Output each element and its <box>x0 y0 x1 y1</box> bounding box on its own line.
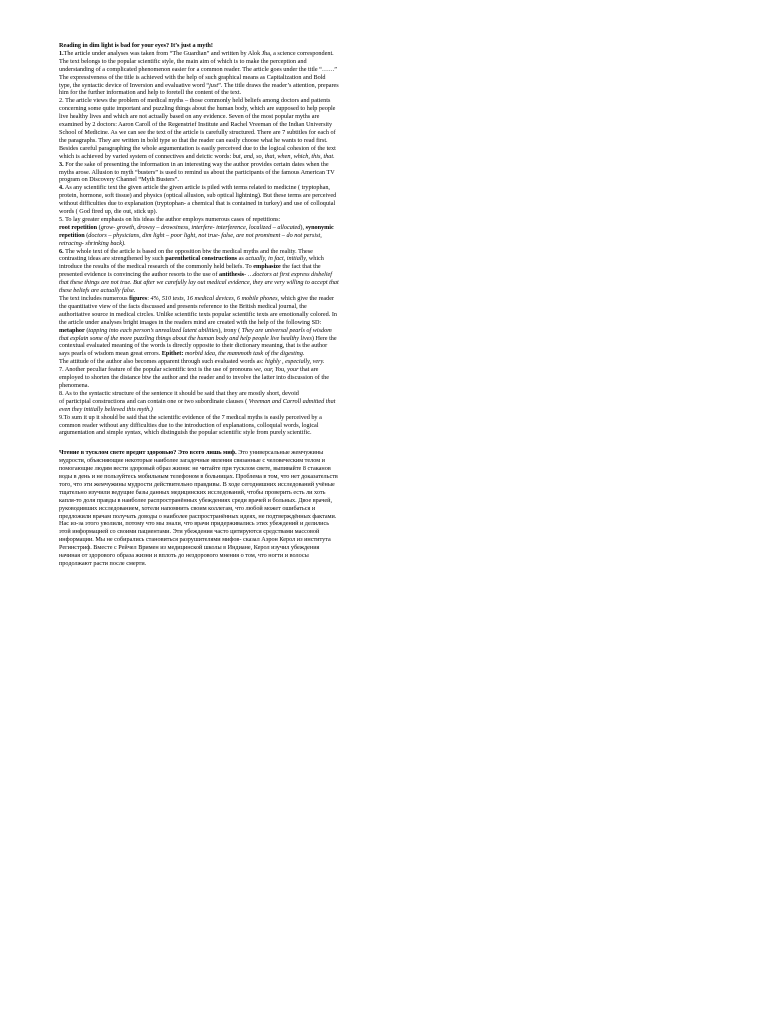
p7-italic-2: tapping into each person’s unrealized latent abilities <box>88 326 219 334</box>
p7-text-a: The text includes numerous <box>59 295 130 302</box>
p5-italic-b: doctors – physicians, dim light – poor light, not true- false, are not prominent – do not persist, retracing- shrinking back). <box>59 231 322 247</box>
paragraph-3 <box>59 161 339 185</box>
figures-term: figures <box>129 295 148 302</box>
en-title <box>59 42 339 50</box>
p6-text-d: - <box>244 271 248 279</box>
paragraph-9 <box>59 366 339 390</box>
p5-open: ( <box>97 223 101 231</box>
p8-italic: highly , especially, very. <box>265 358 325 366</box>
p6-text-c: the fact that the presented evidence is convincing the author resorts to the use of <box>59 263 321 279</box>
p5-text: 5. To lay greater emphasis on his ideas the author employs numerous cases of repetitions: <box>59 215 281 223</box>
p11-text: of participial constructions and can contain one or two subordinate clauses ( <box>59 397 249 405</box>
metaphor-term: metaphor <box>59 326 85 334</box>
p6-text-b: which introduce the results of the medical research of the commonly held beliefs. To <box>59 255 324 271</box>
p1-end: ”. The title draws the reader’s attention, prepares him for the further information and help to foretell the content of the text. <box>59 81 339 97</box>
p7-text-e: ) Here the contextual evaluated meaning of the words is directly opposite to their dictionary meaning, that is the author says pearls of wisdom mean great errors. <box>59 334 337 358</box>
p7-italic-3: They are universal pearls of wisdom that explain some of the more puzzling things about the human body and help people live healthy lives <box>59 326 332 342</box>
p2-text: 2. The article views the problem of medical myths – those commonly held beliefs among doctors and patients concerning some quite important and puzzling things about the human body, which are supposed to help people live healthy lives and which are not actually based on any evidence. Seven of the most popular myths are examined by 2 doctors: Aaron Caroll of the Regenstrief Institute and Rachel Vreeman of the Indian University School of Medicine. As we can see the text of the article is carefully structured. There are 7 subtitles for each of the paragraphs. They are written in bold type so that the reader can easily choose what he wants to read first. Besides careful paragraphing the whole argumentation is easily perceived due to the logical cohesion of the text which is achieved by varied system of connectives and deictic words: <box>59 97 336 160</box>
paragraph-12 <box>59 414 339 438</box>
p5-italic-a: grow- growth, drowsy – drowsiness, interfere- interference, localized – allocated <box>100 223 301 231</box>
p6-italic-2: …doctors at first express disbelief that these things are not true. But after we carefully lay out medical evidence, they are very willing to accept that these beliefs are actually false. <box>59 271 339 295</box>
paragraph-10 <box>59 390 339 398</box>
parenthetical-term: parenthetical constructions <box>165 255 238 263</box>
p7-italic-1: 4%, 510 tests, 16 medical devices, 6 mobile phones, <box>150 295 280 302</box>
paragraph-7 <box>59 295 339 358</box>
p4-number: 4. <box>59 184 64 192</box>
paragraph-11 <box>59 398 339 414</box>
p3-number: 3. <box>59 160 64 168</box>
document-text <box>59 42 339 568</box>
paragraph-8 <box>59 358 339 366</box>
p6-as: as <box>237 255 246 263</box>
section-gap <box>59 437 339 449</box>
p1-number: 1. <box>59 49 64 57</box>
p7-text-b: which give the reader the quantitative view of the facts discussed and presents reference to the British medical journal, the authoritative source in medical circles. Unlike scientific texts popular scientific texts are emotionally colored. In the article under analyses bright images in the readers mind are created with the help of the following SD: <box>59 295 337 326</box>
p6-italic-1: actually, in fact, initially, <box>245 255 308 263</box>
ru-body: Это универсальные жемчужины мудрости, объясняющие некоторые наиболее загадочные явления связанные с человеческим телом и помогающие людям вести здоровый образ жизни: не читайте при тусклом свете, выпивайте 8 стаканов воды в день и не пользуйтесь мобильным телефоном в больницах. Проблема в том, что нет доказательств того, что эти жемчужины мудрости действительно правдивы. В ходе сегодняшних исследований учёные тщательно изучили ведущие базы данных медицинских исследований, чтобы проверить есть ли хоть капля-то доля правды в наиболее распространённых убеждениях среди врачей и больных. Двое врачей, руководивших исследованием, хотели напомнить своим коллегам, что любой может ошибаться и предложили врачам получать доводы о наиболее распространённых идеях, не подтверждённых фактами. Нас из-за этого уволили, потому что мы знали, что врачи придерживались этих убеждений и делились этой информацией со своими пациентами. Эти убеждения часто цитируются средствами массовой информации. Мы не собирались становиться разрушителями мифов- сказал Аэрон Керол из института Регинстриф. Вместе с Рейчел Вримен из медицинской школы в Индиане, Керол изучил убеждения начиная от здорового образа жизни и вплоть до нездорового мнения о том, что ногти и волосы продолжают расти после смерти. <box>59 449 338 567</box>
p7-italic-4: morbid idea, the mammoth task of the digesting. <box>183 350 305 358</box>
paragraph-4 <box>59 184 339 216</box>
p5-mid: ), <box>300 223 306 231</box>
p6-text: The whole text of the article is based on the opposition btw the medical myths and the reality. These contrasting ideas are strengthened by such <box>59 247 313 263</box>
p2-italic: but, and, so, that, when, which, this, that. <box>232 152 335 160</box>
p8-text: The attitude of the author also becomes apparent through such evaluated words as: <box>59 358 266 366</box>
russian-paragraph <box>59 449 339 568</box>
paragraph-2 <box>59 97 339 160</box>
p4-text: As any scientific text the given article the given article is piled with terms related to medicine ( tryptophan, protein, hormone, soft tissue) and physics (optical allusion, sub optical lightning). But these terms are perceived without difficulties due to explanation (tryptophan- a chemical that is contained in turkey) and use of colloquial words ( God fired up, die out, stick up). <box>59 184 337 216</box>
p10-text: 8. As to the syntactic structure of the sentence it should be said that they are mostly short, devoid <box>59 389 299 397</box>
p9-italic: we, our, You, your <box>254 366 299 374</box>
p3-text: For the sake of presenting the information in an interesting way the author provides certain dates when the myths arose. Allusion to myth “busters” is used to remind us about the participants of the famous American TV program on Discovery Channel “Myth Busters”. <box>59 160 335 184</box>
root-repetition: root repetition <box>59 223 98 231</box>
p1-text: The article under analyses was taken from “The Guardian” and written by Alok Jha, a science correspondent. The text belongs to the popular scientific style, the main aim of which is to make the perception and understanding of a complicated phenomenon easier for a common reader. The article goes under the title “……” The expressiveness of the title is achieved with the help of such graphical means as Capitalization and Bold type, the syntactic device of Inversion and evaluative word “ <box>59 49 338 89</box>
p6-number: 6. <box>59 247 64 255</box>
paragraph-6 <box>59 248 339 295</box>
en-title-text: Reading in dim light is bad for your eyes? It’s just a myth! <box>59 42 213 49</box>
p9-text: 7. Another peculiar feature of the popular scientific text is the use of pronouns <box>59 366 255 374</box>
p7-text-c: ( <box>84 326 89 334</box>
epithet-term: Epithet: <box>161 350 184 358</box>
paragraph-1 <box>59 50 339 97</box>
p7-text-d: ), irony ( <box>218 326 242 334</box>
emphasize-term: emphasize <box>253 263 281 271</box>
p1-just: just <box>209 81 219 89</box>
p12-text: 9.To sum it up it should be said that the scientific evidence of the 7 medical myths is easily perceived by a common reader without any difficulties due to the introduction of explanations, colloquial words, logical argumentation and simple syntax, which distinguish the popular scientific style from purely scientific. <box>59 413 322 437</box>
p7-colon: : <box>147 295 151 302</box>
paragraph-5 <box>59 216 339 248</box>
antithesis-term: antithesis <box>218 271 245 279</box>
p9-text-b: that are employed to shorten the distance btw the author and the reader and to involve the latter into discussion of the phenomena. <box>59 366 329 389</box>
ru-title: Чтение в тусклом свете вредит здоровью? Это всего лишь миф. <box>59 449 237 457</box>
p11-italic: Vreeman and Carroll admitted that even they initially believed this myth.) <box>59 397 336 413</box>
synonymic-repetition: synonymic repetition <box>59 223 334 239</box>
p5-open2: ( <box>84 231 89 239</box>
